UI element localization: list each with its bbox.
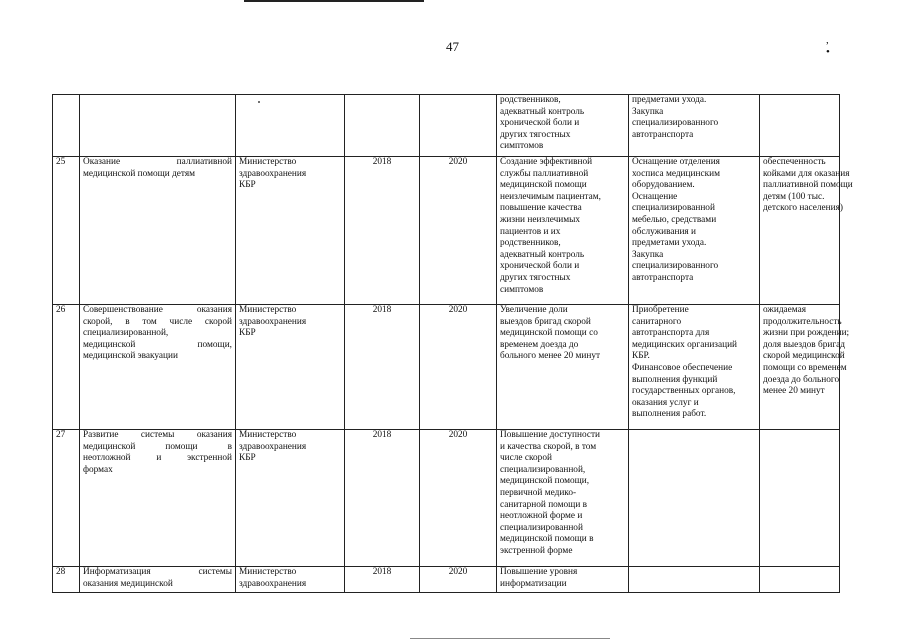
event-name-cell [80,157,236,305]
indicator-cell-line: продолжительность [763,316,842,327]
row-number-cell: 28 [53,567,80,593]
measures-cell-line: Оснащение отделения [632,157,720,167]
indicator-cell [760,430,840,567]
expected-result-cell-line: санитарной помощи в [500,499,588,510]
expected-result-cell-line: повышение качества [500,203,582,214]
measures-cell-line: хосписа медицинским [632,168,720,179]
expected-result-cell-line: первичной медико- [500,487,577,498]
indicator-cell-line: ожидаемая [763,305,807,315]
responsible-cell-line: здравоохранения [239,168,307,179]
expected-result-cell-line: медицинской помощи, [500,476,590,487]
event-name-cell-line: медицинской эвакуации [83,351,178,362]
measures-cell-line: автотранспорта [632,129,694,140]
start-year-cell: 2018 [345,430,420,567]
row-number-cell [53,95,80,157]
responsible-cell-line: здравоохранения [239,316,307,327]
indicator-cell-line: паллиативной помощи [763,180,853,191]
measures-cell-line: оказания услуг и [632,397,699,408]
event-name-cell-line: Развитие системы оказания [83,430,232,440]
table-row [53,157,840,305]
indicator-cell-line: жизни при рождении; [763,328,850,339]
measures-cell-line: специализированной [632,203,715,214]
event-name-cell [80,430,236,567]
measures-cell-line: Закупка [632,249,664,260]
measures-cell-line: выполнения функций [632,374,718,385]
expected-result-cell-line: и качества скорой, в том [500,441,597,452]
measures-cell-line: Приобретение [632,305,689,315]
measures-cell-line: Закупка [632,106,664,117]
expected-result-cell-line: Увеличение доли [500,305,568,315]
expected-result-cell-line: симптомов [500,141,544,152]
indicator-cell [760,567,840,593]
event-name-cell [80,95,236,157]
expected-result-cell-line: выездов бригад скорой [500,316,591,327]
measures-cell-line: оборудованием. [632,180,695,191]
expected-result-cell-line: числе скорой [500,453,552,464]
expected-result-cell-line: Повышение доступности [500,430,601,440]
event-name-cell [80,567,236,593]
indicator-cell-line: доля выездов бригад [763,339,845,350]
measures-cell [629,305,760,430]
measures-cell [629,157,760,305]
expected-result-cell-line: экстренной форме [500,545,573,556]
end-year-cell [420,95,497,157]
measures-cell-line: автотранспорта для [632,328,710,339]
event-name-cell-line: формах [83,464,113,475]
indicator-cell-line: детям (100 тыс. [763,191,825,202]
measures-cell [629,567,760,593]
expected-result-cell-line: службы паллиативной [500,168,589,179]
table-row [53,430,840,567]
indicator-cell-line: менее 20 минут [763,386,825,397]
indicator-cell [760,305,850,430]
indicator-cell-line: койками для оказания [763,168,850,179]
expected-result-cell-line: неотложной форме и [500,511,583,522]
event-name-cell-line: скорой, в том числе скорой [83,316,232,327]
expected-result-cell-line: специализированной, [500,464,586,475]
expected-result-cell-line: хронической боли и [500,118,580,129]
event-name-cell-line: Совершенствование оказания [83,305,232,315]
responsible-cell [236,567,345,593]
measures-cell-line: государственных органов, [632,386,736,397]
start-year-cell [345,95,420,157]
expected-result-cell-line: других тягостных [500,129,571,140]
start-year-cell: 2018 [345,567,420,593]
indicator-cell-line: доезда до больного [763,374,840,385]
end-year-cell: 2020 [420,430,497,567]
measures-cell-line: медицинских организаций [632,339,738,350]
measures-cell [629,430,760,567]
row-number-cell: 27 [53,430,80,567]
measures-cell-line: специализированного [632,118,719,129]
top-rule [244,0,424,2]
expected-result-cell-line: других тягостных [500,272,571,283]
responsible-cell [236,95,345,157]
measures-cell-line: специализированного [632,261,719,272]
expected-result-cell-line: специализированной [500,522,583,533]
row-number-cell: 26 [53,305,80,430]
expected-result-cell-line: Повышение уровня [500,567,578,577]
event-name-cell-line: оказания медицинской [83,578,173,589]
expected-result-cell-line: Создание эффективной [500,157,593,167]
expected-result-cell-line: жизни неизлечимых [500,214,581,225]
measures-cell-line: предметами ухода. [632,238,707,249]
indicator-cell-line: обеспеченность [763,157,826,167]
responsible-cell-line: Министерство [239,157,297,167]
expected-result-cell-line: медицинской помощи [500,180,587,191]
expected-result-cell [497,430,629,567]
corner-marks: , • [826,34,860,58]
table-row [53,95,840,157]
responsible-cell-line: здравоохранения [239,441,307,452]
expected-result-cell [497,95,629,157]
responsible-cell-line: Министерство [239,430,297,440]
indicator-cell [760,95,840,157]
responsible-cell [236,157,345,305]
expected-result-cell-line: адекватный контроль [500,106,585,117]
expected-result-cell-line: временем доезда до [500,339,579,350]
indicator-cell-line: помощи со временем [763,362,847,373]
table-body [53,95,853,593]
responsible-cell [236,305,345,430]
indicator-cell [760,157,853,305]
measures-cell-line: Финансовое обеспечение [632,362,733,373]
expected-result-cell-line: информатизации [500,578,567,589]
page-number: 47 [446,39,459,54]
indicator-cell-line: детского населения) [763,203,843,214]
start-year-cell: 2018 [345,305,420,430]
responsible-cell-line: Министерство [239,567,297,577]
indicator-cell-line: скорой медицинской [763,351,845,362]
table-row [53,567,840,593]
event-name-cell-line: Информатизация системы [83,567,232,577]
event-name-cell-line: неотложной и экстренной [83,453,232,464]
event-name-cell-line: медицинской помощи детям [83,168,196,179]
expected-result-cell-line: медицинской помощи со [500,328,598,339]
bottom-rule [410,638,610,639]
responsible-cell-line: КБР [239,453,256,464]
measures-cell-line: обслуживания и [632,226,696,237]
expected-result-cell-line: родственников, [500,95,561,105]
measures-cell-line: Оснащение [632,191,678,202]
table-row [53,305,840,430]
expected-result-cell [497,157,629,305]
responsible-cell-line: КБР [239,180,256,191]
expected-result-cell-line: медицинской помощи в [500,534,594,545]
end-year-cell: 2020 [420,305,497,430]
event-name-cell-line: медицинской помощи, [83,339,232,350]
expected-result-cell [497,305,629,430]
event-name-cell [80,305,236,430]
measures-cell [629,95,760,157]
responsible-cell-line: здравоохранения [239,578,307,589]
expected-result-cell-line: симптомов [500,284,544,295]
expected-result-cell [497,567,629,593]
measures-cell-line: мебелью, средствами [632,214,717,225]
expected-result-cell-line: адекватный контроль [500,249,585,260]
expected-result-cell-line: больного менее 20 минут [500,351,601,362]
event-name-cell-line: Оказание паллиативной [83,157,232,167]
end-year-cell: 2020 [420,157,497,305]
event-name-cell-line: специализированной, [83,328,169,339]
start-year-cell: 2018 [345,157,420,305]
expected-result-cell-line: неизлечимым пациентам, [500,191,601,202]
expected-result-cell-line: хронической боли и [500,261,580,272]
responsible-cell-line: КБР [239,328,256,339]
expected-result-cell-line: пациентов и их [500,226,561,237]
responsible-cell [236,430,345,567]
row-number-cell: 25 [53,157,80,305]
event-name-cell-line: медицинской помощи в [83,441,232,452]
responsible-cell-line: Министерство [239,305,297,315]
program-table [52,94,853,593]
end-year-cell: 2020 [420,567,497,593]
measures-cell-line: санитарного [632,316,682,327]
measures-cell-line: предметами ухода. [632,95,707,105]
measures-cell-line: выполнения работ. [632,409,707,420]
expected-result-cell-line: родственников, [500,238,561,249]
measures-cell-line: КБР. [632,351,650,362]
measures-cell-line: автотранспорта [632,272,694,283]
